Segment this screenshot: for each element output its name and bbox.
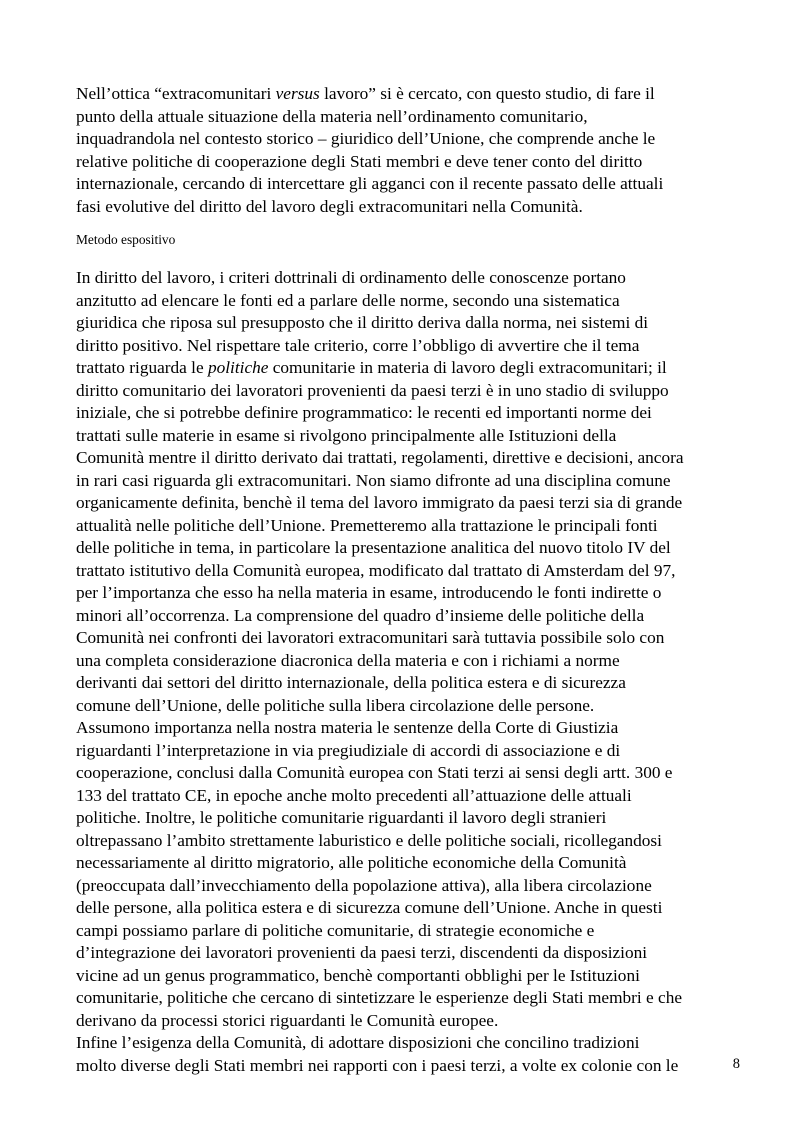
line-text: internazionale, cercando di intercettare gli agganci con il recente passato delle attuali xyxy=(76,174,664,193)
text-line xyxy=(76,515,736,538)
line-text: delle politiche in tema, in particolare la presentazione analitica del nuovo titolo IV del xyxy=(76,538,671,557)
text-line xyxy=(76,335,736,358)
text-line xyxy=(76,987,736,1010)
line-text: iniziale, che si potrebbe definire programmatico: le recenti ed importanti norme dei xyxy=(76,403,652,422)
text-line xyxy=(76,672,736,695)
text-line xyxy=(76,470,736,493)
line-text: riguardanti l’interpretazione in via pregiudiziale di accordi di associazione e di xyxy=(76,740,621,760)
line-text: minori all’occorrenza. La comprensione del quadro d’insieme delle politiche della xyxy=(76,605,645,625)
intro-paragraph xyxy=(76,83,736,218)
page-number: 8 xyxy=(732,1056,740,1072)
line-text: comunitarie in materia di lavoro degli extracomunitari; il xyxy=(268,358,667,377)
text-line xyxy=(76,605,736,628)
line-text: Comunità mentre il diritto derivato dai trattati, regolamenti, direttive e decisioni, ancora xyxy=(76,448,684,467)
line-text: (preoccupata dall’invecchiamento della popolazione attiva), alla libera circolazione xyxy=(76,875,652,895)
text-line xyxy=(76,560,736,583)
line-text: comunitarie, politiche che cercano di sintetizzare le esperienze degli Stati membri e che xyxy=(76,988,683,1007)
section-heading: Metodo espositivo xyxy=(76,232,176,247)
text-line xyxy=(76,965,736,988)
line-text: fasi evolutive del diritto del lavoro degli extracomunitari nella Comunità. xyxy=(76,196,583,216)
text-line xyxy=(76,151,736,174)
text-line xyxy=(76,492,736,515)
text-line xyxy=(76,106,736,129)
text-line xyxy=(76,942,736,965)
text-line xyxy=(76,1055,736,1078)
line-text: 133 del trattato CE, in epoche anche molto precedenti all’attuazione delle attuali xyxy=(76,785,632,805)
text-line xyxy=(76,447,736,470)
italic-term: versus xyxy=(275,84,320,103)
line-text: diritto positivo. Nel rispettare tale criterio, corre l’obbligo di avvertire che il tema xyxy=(76,335,640,355)
line-text: campi possiamo parlare di politiche comunitarie, di strategie economiche e xyxy=(76,920,595,940)
text-line xyxy=(76,785,736,808)
text-line xyxy=(76,357,736,380)
line-text: relative politiche di cooperazione degli Stati membri e deve tener conto del diritto xyxy=(76,151,643,171)
line-text: lavoro” si è cercato, con questo studio, di fare il xyxy=(319,84,655,103)
text-line xyxy=(76,807,736,830)
text-line xyxy=(76,830,736,853)
line-text: trattato istitutivo della Comunità europea, modificato dal trattato di Amsterdam del 97, xyxy=(76,560,676,580)
line-text: d’integrazione dei lavoratori provenienti da paesi terzi, discendenti da disposizioni xyxy=(76,943,648,962)
line-text: trattati sulle materie in esame si rivolgono principalmente alle Istituzioni della xyxy=(76,425,617,445)
text-line xyxy=(76,1010,736,1033)
line-text: Comunità nei confronti dei lavoratori extracomunitari sarà tuttavia possibile solo con xyxy=(76,628,665,647)
line-text: cooperazione, conclusi dalla Comunità europea con Stati terzi ai sensi degli artt. 300 e xyxy=(76,763,673,782)
line-text: molto diverse degli Stati membri nei rapporti con i paesi terzi, a volte ex colonie con le xyxy=(76,1055,679,1075)
line-text: una completa considerazione diacronica della materia e con i richiami a norme xyxy=(76,650,620,670)
text-line xyxy=(76,897,736,920)
line-text: In diritto del lavoro, i criteri dottrinali di ordinamento delle conoscenze portano xyxy=(76,268,626,287)
line-text: giuridica che riposa sul presupposto che il diritto deriva dalla norma, nei sistemi di xyxy=(76,313,649,332)
text-line xyxy=(76,852,736,875)
text-line xyxy=(76,695,736,718)
text-line xyxy=(76,267,736,290)
line-text: diritto comunitario dei lavoratori provenienti da paesi terzi è in uno stadio di sviluppo xyxy=(76,380,669,400)
line-text: delle persone, alla politica estera e di sicurezza comune dell’Unione. Anche in questi xyxy=(76,898,663,917)
line-text: oltrepassano l’ambito strettamente laburistico e delle politiche sociali, ricollegandosi xyxy=(76,830,662,850)
line-text: necessariamente al diritto migratorio, alle politiche economiche della Comunità xyxy=(76,853,627,872)
text-line xyxy=(76,920,736,943)
text-line xyxy=(76,196,736,219)
line-text: Infine l’esigenza della Comunità, di adottare disposizioni che concilino tradizioni xyxy=(76,1033,640,1052)
text-line xyxy=(76,762,736,785)
text-line xyxy=(76,128,736,151)
main-paragraph xyxy=(76,267,736,1077)
text-line xyxy=(76,83,736,106)
line-text: in rari casi riguarda gli extracomunitari. Non siamo difronte ad una disciplina comune xyxy=(76,470,671,490)
text-line xyxy=(76,312,736,335)
line-text: Assumono importanza nella nostra materia le sentenze della Corte di Giustizia xyxy=(76,718,619,737)
line-text: comune dell’Unione, delle politiche sulla libera circolazione delle persone. xyxy=(76,695,595,715)
text-line xyxy=(76,717,736,740)
line-text: derivanti dai settori del diritto internazionale, della politica estera e di sicurezza xyxy=(76,673,626,692)
line-text: inquadrandola nel contesto storico – giuridico dell’Unione, che comprende anche le xyxy=(76,129,656,148)
line-text: derivano da processi storici riguardanti le Comunità europee. xyxy=(76,1010,499,1030)
text-line xyxy=(76,425,736,448)
text-line xyxy=(76,380,736,403)
text-line xyxy=(76,875,736,898)
line-text: vicine ad un genus programmatico, benchè comportanti obblighi per le Istituzioni xyxy=(76,965,640,985)
text-line xyxy=(76,740,736,763)
text-line xyxy=(76,650,736,673)
line-text: trattato riguarda le xyxy=(76,358,208,377)
text-line xyxy=(76,582,736,605)
line-text: punto della attuale situazione della materia nell’ordinamento comunitario, xyxy=(76,106,588,126)
line-text: politiche. Inoltre, le politiche comunitarie riguardanti il lavoro degli stranieri xyxy=(76,808,607,827)
text-line xyxy=(76,402,736,425)
italic-term: politiche xyxy=(207,358,269,377)
text-line xyxy=(76,1032,736,1055)
line-text: anzitutto ad elencare le fonti ed a parlare delle norme, secondo una sistematica xyxy=(76,290,620,310)
line-text: attualità nelle politiche dell’Unione. Premetteremo alla trattazione le principali fonti xyxy=(76,515,658,535)
text-line xyxy=(76,173,736,196)
line-text: Nell’ottica “extracomunitari xyxy=(76,84,276,103)
line-text: per l’importanza che esso ha nella materia in esame, introducendo le fonti indirette o xyxy=(76,583,662,602)
text-line xyxy=(76,290,736,313)
text-line xyxy=(76,627,736,650)
line-text: organicamente definita, benchè il tema del lavoro immigrato da paesi terzi sia di grande xyxy=(76,493,683,512)
text-line xyxy=(76,537,736,560)
